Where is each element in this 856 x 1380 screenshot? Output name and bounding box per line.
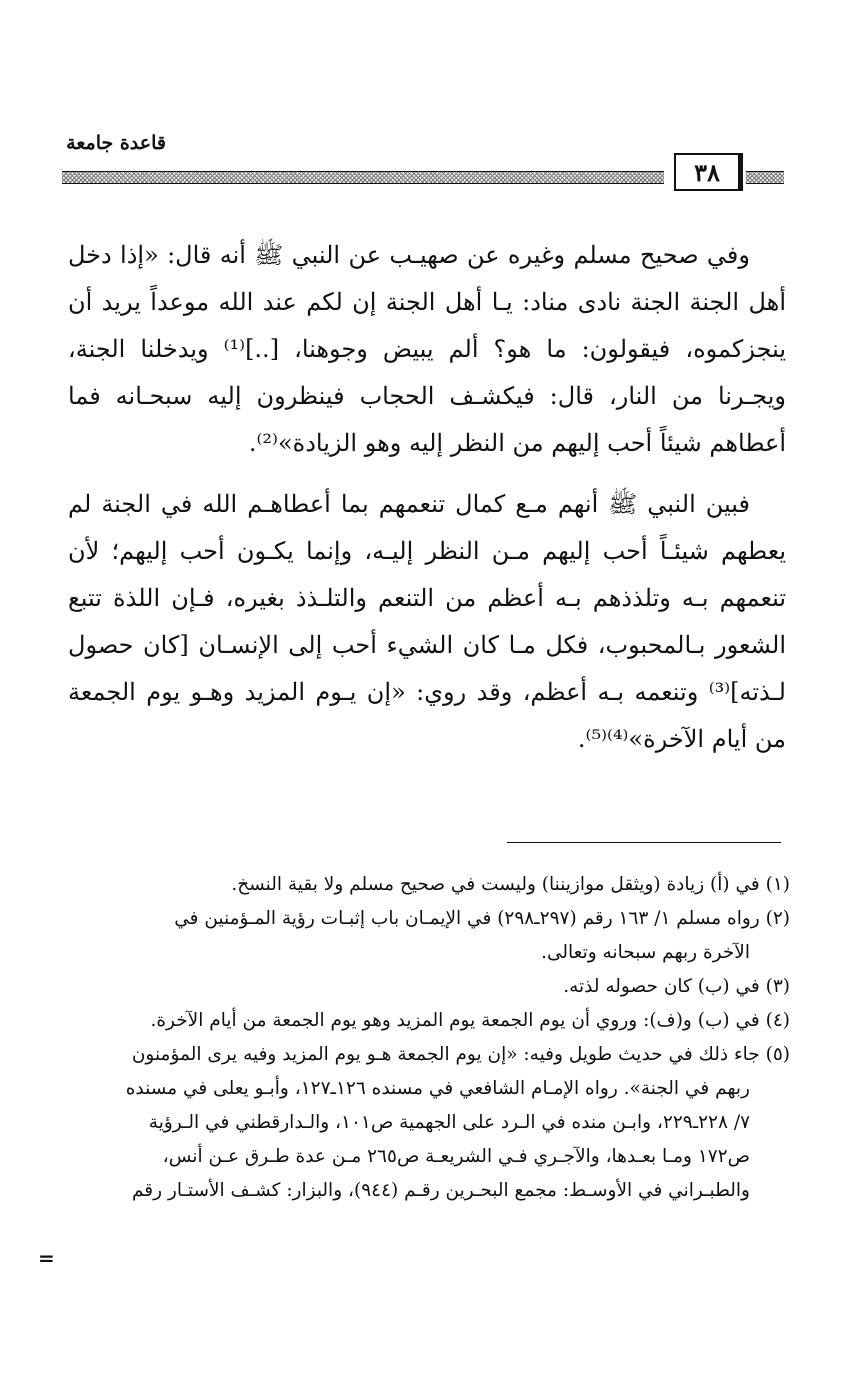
p1-line-5: فما أعطاهم شيئاً أحب إليهم من النظر إليه وهو الزيادة»⁽²⁾. [68, 382, 786, 457]
paragraph-2 [68, 481, 786, 763]
p2-line-5: حصول لـذته]⁽³⁾ وتنعمه بـه أعظم، وقد روي: «إن يـوم المزيد وهـو يوم [68, 631, 786, 706]
footnote-2: (٢) رواه مسلم ١/ ١٦٣ رقم (٢٩٧ـ٢٩٨) في الإيمـان باب إثبـات رؤية المـؤمنين في [174, 908, 790, 929]
footnote-5-line-3: ٧/ ٢٢٨ـ٢٢٩، وابـن منده في الـرد على الجهمية ص١٠١، والـدارقطني في الـرؤية [148, 1112, 750, 1133]
footnote-1: (١) في (أ) زيادة (ويثقل موازيننا) وليست في صحيح مسلم ولا بقية النسخ. [231, 874, 790, 895]
paragraph-1 [68, 232, 786, 467]
footnote-5: (٥) جاء ذلك في حديث طويل وفيه: «إن يوم الجمعة هـو يوم المزيد وفيه يرى المؤمنون [131, 1044, 790, 1065]
p1-line-4: الجنة، ويجـرنا من النار، قال: فيكشـف الحجاب فينظرون إليه سبحـانه [68, 335, 786, 410]
header-rule [62, 150, 784, 188]
p2-line-3: لأن تنعمهم بـه وتلذذهم بـه أعظم من التنعم والتلـذذ بغيره، فـإن اللذة [68, 537, 786, 612]
p2-line-2: لم يعطهم شيئـاً أحب إليهم مـن النظر إليـه، وإنما يكـون أحب إليهم؛ [68, 490, 786, 565]
footnote-5-line-5: والطبـراني في الأوسـط: مجمع البحـرين رقـم (٩٤٤)، والبزار: كشـف الأستـار رقم [131, 1180, 750, 1201]
footnote-3: (٣) في (ب) كان حصوله لذته. [563, 976, 790, 997]
main-text [68, 232, 786, 777]
header-hatch-left [62, 171, 664, 184]
running-header-title: قاعدة جامعة [66, 132, 166, 154]
p2-line-6: الجمعة من أيام الآخرة»⁽⁴⁾⁽⁵⁾. [68, 678, 786, 753]
page-number: ٣٨ [674, 153, 740, 191]
footnote-4: (٤) في (ب) و(ف): وروي أن يوم الجمعة يوم المزيد وهو يوم الجمعة من أيام الآخرة. [150, 1010, 790, 1031]
footnote-5-line-4: ص١٧٢ ومـا بعـدها، والآجـري فـي الشريعـة ص٢٦٥ مـن عدة طـرق عـن أنس، [162, 1146, 750, 1167]
p1-line-3: يريد أن ينجزكموه، فيقولون: ما هو؟ ألم يبيض وجوهنا، [..]⁽¹⁾ ويدخلنا [68, 288, 786, 363]
footnote-5-line-2: ربهم في الجنة». رواه الإمـام الشافعي في مسنده ١٢٦ـ١٢٧، وأبـو يعلى في مسنده [125, 1078, 750, 1099]
footnotes [60, 868, 790, 1208]
footnote-separator [507, 842, 781, 843]
p2-line-4: تتبع الشعور بـالمحبوب، فكل مـا كان الشيء أحب إلى الإنسـان [كان [68, 584, 786, 659]
continuation-mark: = [38, 1246, 55, 1270]
footnote-2-continued: الآخرة ربهم سبحانه وتعالى. [541, 942, 750, 963]
p1-line-1: وفي صحيح مسلم وغيره عن صهيـب عن النبي ﷺ أنه قال: «إذا [120, 241, 750, 269]
p2-line-1: فبين النبي ﷺ أنهم مـع كمال تنعمهم بما أعطاهـم الله في الجنة [101, 490, 750, 518]
p1-line-2: دخل أهل الجنة الجنة نادى مناد: يـا أهل الجنة إن لكم عند الله موعداً [68, 241, 786, 316]
header-hatch-right [746, 171, 784, 184]
